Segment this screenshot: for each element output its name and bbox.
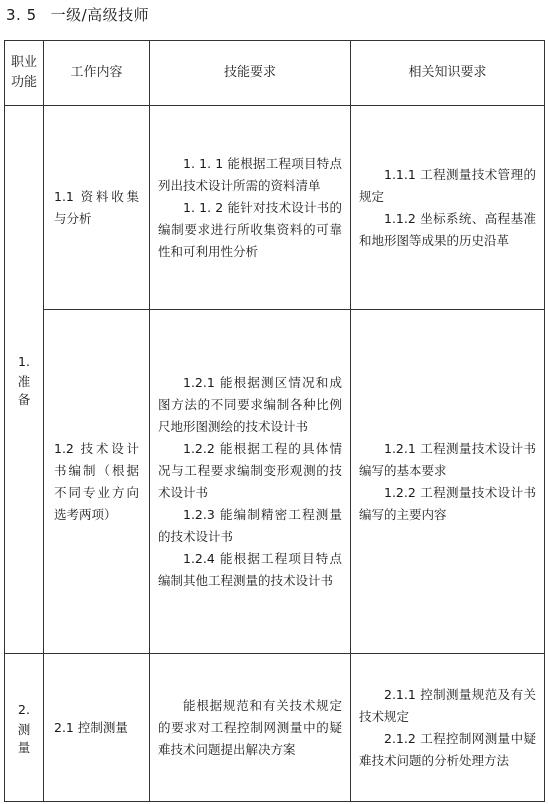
header-knowledge: 相关知识要求 <box>351 41 545 106</box>
knowledge-item: 2.1.1 控制测量规范及有关技术规定 <box>359 686 536 724</box>
header-work: 工作内容 <box>44 41 150 106</box>
work-text: 2.1 控制测量 <box>54 719 128 735</box>
skills-cell <box>150 654 351 802</box>
table-row <box>5 106 545 310</box>
function-name: 准备 <box>17 373 31 407</box>
skills-cell <box>150 106 351 310</box>
work-text: 1.2 技术设计书编制（根据不同专业方向选考两项） <box>54 440 139 522</box>
skill-item: 1.2.3 能编制精密工程测量的技术设计书 <box>158 506 342 544</box>
skills-standard-table <box>4 40 545 802</box>
work-cell <box>44 310 150 654</box>
skill-item: 1. 1. 1 能根据工程项目特点列出技术设计所需的资料清单 <box>158 155 342 193</box>
knowledge-item: 1.1.1 工程测量技术管理的规定 <box>359 166 536 204</box>
function-name: 测量 <box>17 721 31 755</box>
function-cell-measure <box>5 654 44 802</box>
knowledge-item: 1.1.2 坐标系统、高程基准和地形图等成果的历史沿革 <box>359 210 536 248</box>
table-header-row <box>5 41 545 106</box>
work-cell <box>44 654 150 802</box>
skills-cell <box>150 310 351 654</box>
section-number: 3. 5 <box>6 6 37 24</box>
skill-item: 1. 1. 2 能针对技术设计书的编制要求进行所收集资料的可靠性和可利用性分析 <box>158 199 342 259</box>
header-skills: 技能要求 <box>150 41 351 106</box>
knowledge-item: 1.2.2 工程测量技术设计书编写的主要内容 <box>359 484 536 522</box>
table-row <box>5 654 545 802</box>
section-title <box>6 4 149 25</box>
skill-item: 1.2.2 能根据工程的具体情况与工程要求编制变形观测的技术设计书 <box>158 440 342 500</box>
knowledge-cell <box>351 654 545 802</box>
skill-item: 能根据规范和有关技术规定的要求对工程控制网测量中的疑难技术问题提出解决方案 <box>158 697 342 757</box>
header-function: 职业功能 <box>5 41 44 106</box>
section-heading: 一级/高级技师 <box>50 6 150 24</box>
work-cell <box>44 106 150 310</box>
function-number: 2. <box>18 701 30 717</box>
table-row <box>5 310 545 654</box>
skill-item: 1.2.4 能根据工程项目特点编制其他工程测量的技术设计书 <box>158 550 342 588</box>
knowledge-cell <box>351 310 545 654</box>
skill-item: 1.2.1 能根据测区情况和成图方法的不同要求编制各种比例尺地形图测绘的技术设计书 <box>158 374 342 434</box>
knowledge-item: 2.1.2 工程控制网测量中疑难技术问题的分析处理方法 <box>359 730 536 768</box>
work-text: 1.1 资料收集与分析 <box>54 188 139 226</box>
knowledge-item: 1.2.1 工程测量技术设计书编写的基本要求 <box>359 440 536 478</box>
function-cell-prep <box>5 106 44 654</box>
knowledge-cell <box>351 106 545 310</box>
function-number: 1. <box>18 353 30 369</box>
